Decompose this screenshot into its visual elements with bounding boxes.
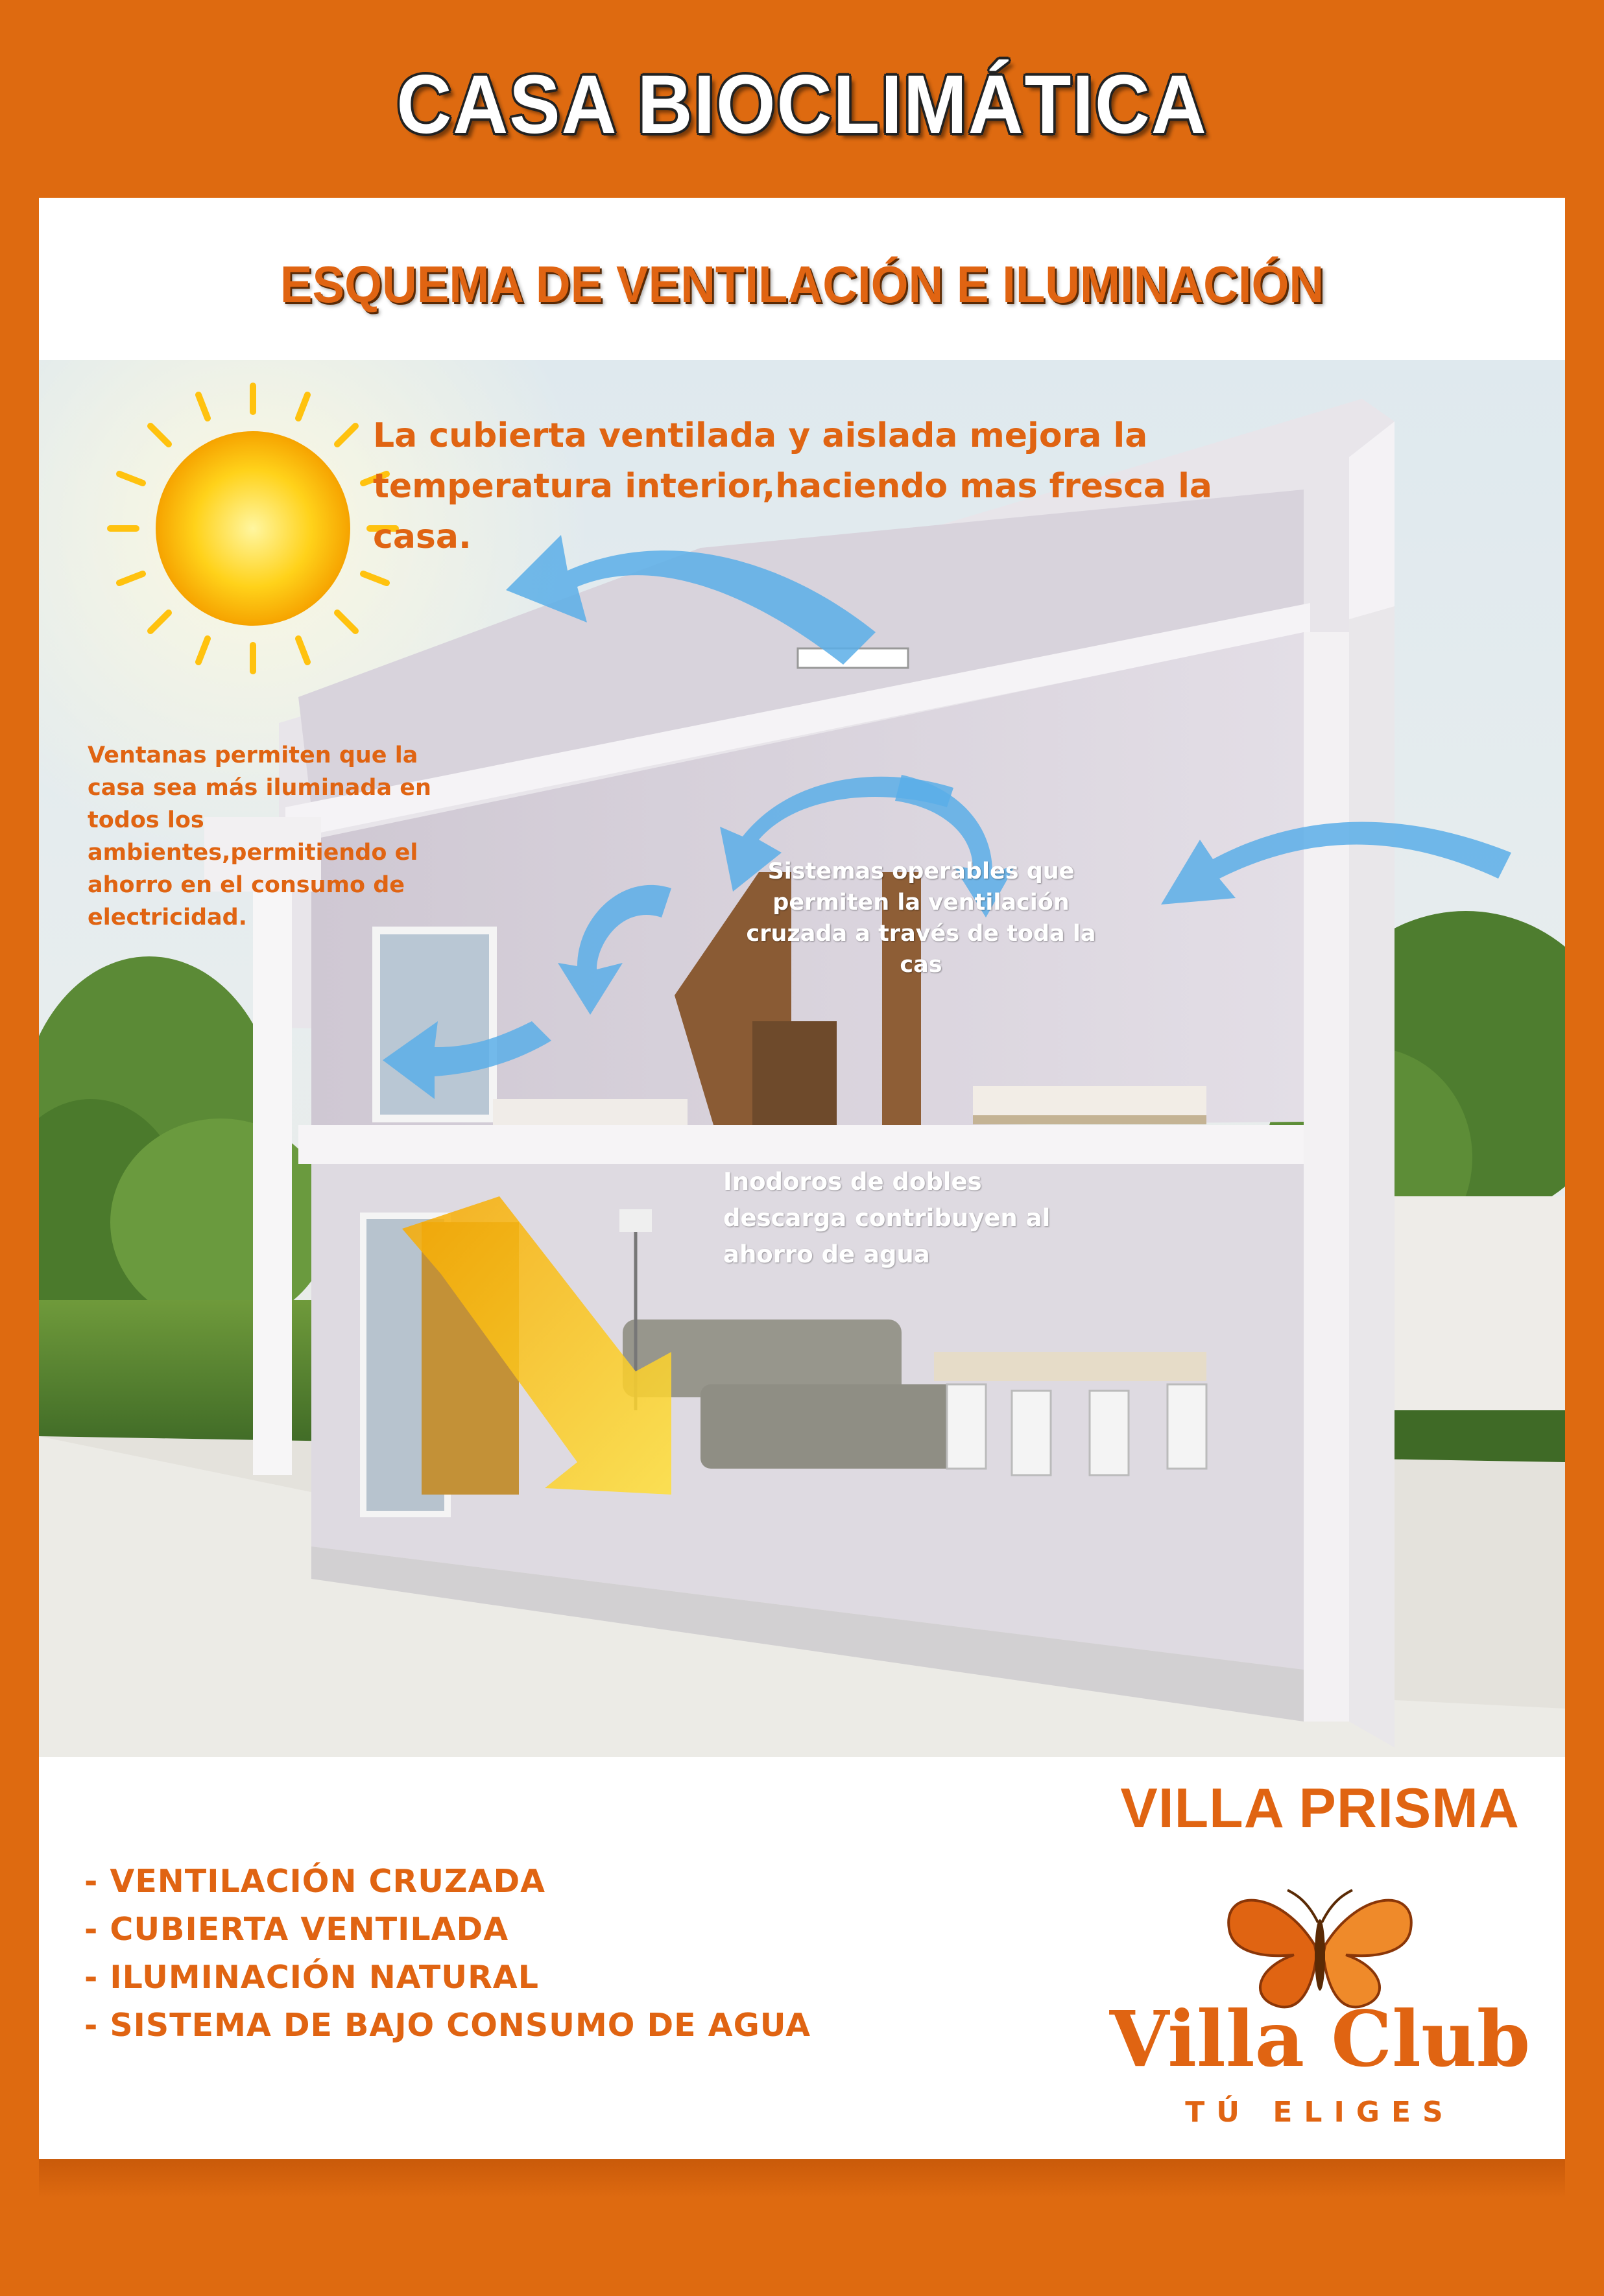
feature-item: - ILUMINACIÓN NATURAL: [84, 1959, 539, 1996]
feature-item: - CUBIERTA VENTILADA: [84, 1911, 509, 1948]
dual-flush-toilets-note: Inodoros de dobles descarga contribuyen al ahorro de agua: [723, 1168, 1051, 1268]
house-cross-section-illustration: [39, 360, 1565, 1757]
cross-ventilation-note: Sistemas operables que permiten la ventilación cruzada a través de toda la cas: [746, 858, 1096, 978]
feature-list: [84, 1858, 811, 2050]
brand-tagline: TÚ ELIGES: [1185, 2096, 1455, 2129]
bottom-border: [39, 2159, 1565, 2198]
windows-lighting-note: Ventanas permiten que la casa sea más iluminada en todos los ambientes,permitiendo el ahorro en el consumo de electricidad.: [88, 742, 431, 930]
project-name: VILLA PRISMA: [1120, 1777, 1520, 1840]
page-title: CASA BIOCLIMÁTICA: [396, 58, 1208, 151]
brand-logo-text: Villa Club: [1109, 1994, 1531, 2084]
feature-item: - VENTILACIÓN CRUZADA: [84, 1863, 546, 1900]
butterfly-icon: [1070, 1887, 1570, 2010]
diagram-subtitle: ESQUEMA DE VENTILACIÓN E ILUMINACIÓN: [280, 255, 1324, 313]
villa-club-logo: [1070, 1887, 1570, 2140]
content-panel: [39, 198, 1565, 2159]
roof-ventilation-note: La cubierta ventilada y aislada mejora la temperatura interior,haciendo mas fresca la casa.: [373, 416, 1213, 556]
feature-item: - SISTEMA DE BAJO CONSUMO DE AGUA: [84, 2007, 811, 2044]
